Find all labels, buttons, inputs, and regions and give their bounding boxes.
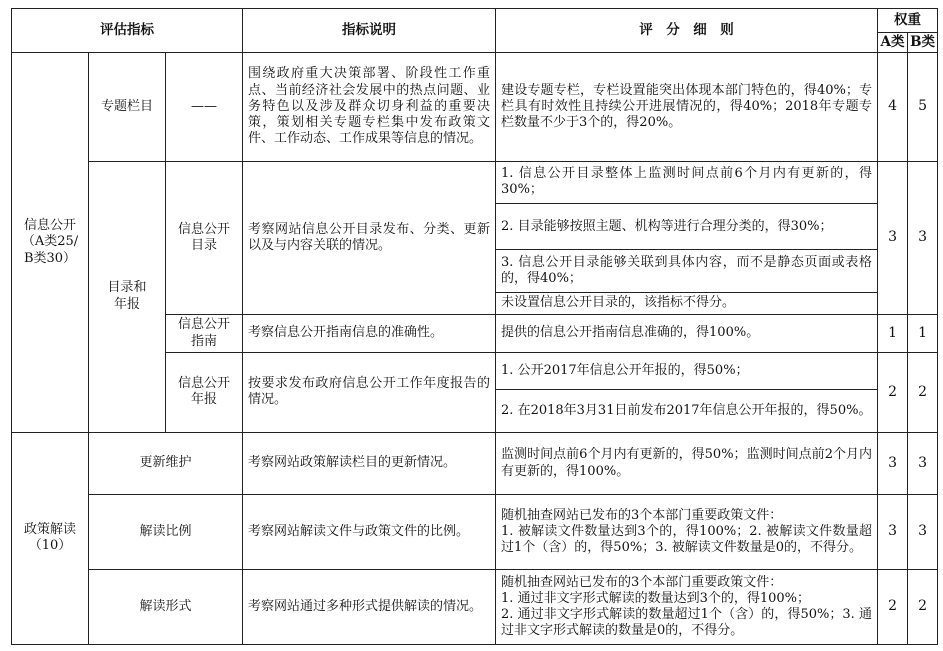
rule-interpretation-form: 随机抽查网站已发布的3个本部门重要政策文件： 1. 通过非文字形式解读的数量达到3个的，得100%； 2. 通过非文字形式解读的数量超过1个（含）的，得50%；3. 通过非文字形式解读的数量是0的，不得分。: [496, 570, 878, 645]
weight-b-interpretation-ratio: 3: [908, 495, 938, 570]
desc-annual-report: 按要求发布政府信息公开工作年度报告的情况。: [243, 352, 496, 432]
indicator-catalog-and-report: 目录和 年报: [89, 161, 166, 432]
indicator-interpretation-form: 解读形式: [89, 570, 243, 645]
weight-b-guide: 1: [908, 315, 938, 353]
section-info-disclosure: 信息公开 （A类25/ B类30）: [12, 53, 89, 432]
rule-catalog-2: 2. 目录能够按照主题、机构等进行合理分类的，得30%；: [496, 203, 878, 249]
rule-update-maintenance: 监测时间点前6个月内有更新的，得50%；监测时间点前2个月内有更新的，得100%。: [496, 432, 878, 495]
indicator-annual-report: 信息公开 年报: [166, 352, 243, 432]
weight-a-update-maintenance: 3: [878, 432, 908, 495]
desc-interpretation-form: 考察网站通过多种形式提供解读的情况。: [243, 570, 496, 645]
weight-a-guide: 1: [878, 315, 908, 353]
indicator-interpretation-ratio: 解读比例: [89, 495, 243, 570]
rule-interpretation-ratio: 随机抽查网站已发布的3个本部门重要政策文件： 1. 被解读文件数量达到3个的，得100%；2. 被解读文件数量超过1个（含）的，得50%；3. 被解读文件数量是0的，不得分。: [496, 495, 878, 570]
indicator-special-column: 专题栏目: [89, 53, 166, 161]
weight-a-catalog: 3: [878, 161, 908, 315]
evaluation-table: [11, 8, 938, 645]
weight-b-catalog: 3: [908, 161, 938, 315]
rule-annual-report-2: 2. 在2018年3月31日前发布2017年信息公开年报的，得50%。: [496, 390, 878, 432]
desc-interpretation-ratio: 考察网站解读文件与政策文件的比例。: [243, 495, 496, 570]
rule-catalog-1: 1. 信息公开目录整体上监测时间点前6个月内有更新的，得30%；: [496, 161, 878, 203]
weight-a-special-column: 4: [878, 53, 908, 161]
rule-annual-report-1: 1. 公开2017年信息公开年报的，得50%；: [496, 352, 878, 389]
header-scoring-rules: 评 分 细 则: [496, 9, 878, 53]
header-indicator: 评估指标: [12, 9, 243, 53]
rule-catalog-3: 3. 信息公开目录能够关联到具体内容，而不是静态页面或表格的，得40%；: [496, 250, 878, 292]
weight-b-annual-report: 2: [908, 352, 938, 432]
header-weight-b: B类: [908, 33, 938, 53]
indicator-special-column-sub: ——: [166, 53, 243, 161]
desc-update-maintenance: 考察网站政策解读栏目的更新情况。: [243, 432, 496, 495]
indicator-catalog: 信息公开 目录: [166, 161, 243, 315]
weight-b-update-maintenance: 3: [908, 432, 938, 495]
indicator-update-maintenance: 更新维护: [89, 432, 243, 495]
weight-b-interpretation-form: 2: [908, 570, 938, 645]
section-policy-interpretation: 政策解读 （10）: [12, 432, 89, 644]
rule-special-column: 建设专题专栏，专栏设置能突出体现本部门特色的，得40%；专栏具有时效性且持续公开进展情况的，得40%；2018年专题专栏数量不少于3个的，得20%。: [496, 53, 878, 161]
rule-catalog-4: 未设置信息公开目录的，该指标不得分。: [496, 292, 878, 314]
weight-b-special-column: 5: [908, 53, 938, 161]
rule-guide: 提供的信息公开指南信息准确的，得100%。: [496, 315, 878, 353]
weight-a-interpretation-ratio: 3: [878, 495, 908, 570]
weight-a-annual-report: 2: [878, 352, 908, 432]
desc-special-column: 围绕政府重大决策部署、阶段性工作重点、当前经济社会发展中的热点问题、业务特色以及涉及群众切身利益的重要决策，策划相关专题专栏集中发布政策文件、工作动态、工作成果等信息的情况。: [243, 53, 496, 161]
indicator-guide: 信息公开 指南: [166, 315, 243, 353]
weight-a-interpretation-form: 2: [878, 570, 908, 645]
header-description: 指标说明: [243, 9, 496, 53]
header-weight-a: A类: [878, 33, 908, 53]
desc-guide: 考察信息公开指南信息的准确性。: [243, 315, 496, 353]
header-weight: 权重: [878, 9, 938, 33]
desc-catalog: 考察网站信息公开目录发布、分类、更新以及与内容关联的情况。: [243, 161, 496, 315]
